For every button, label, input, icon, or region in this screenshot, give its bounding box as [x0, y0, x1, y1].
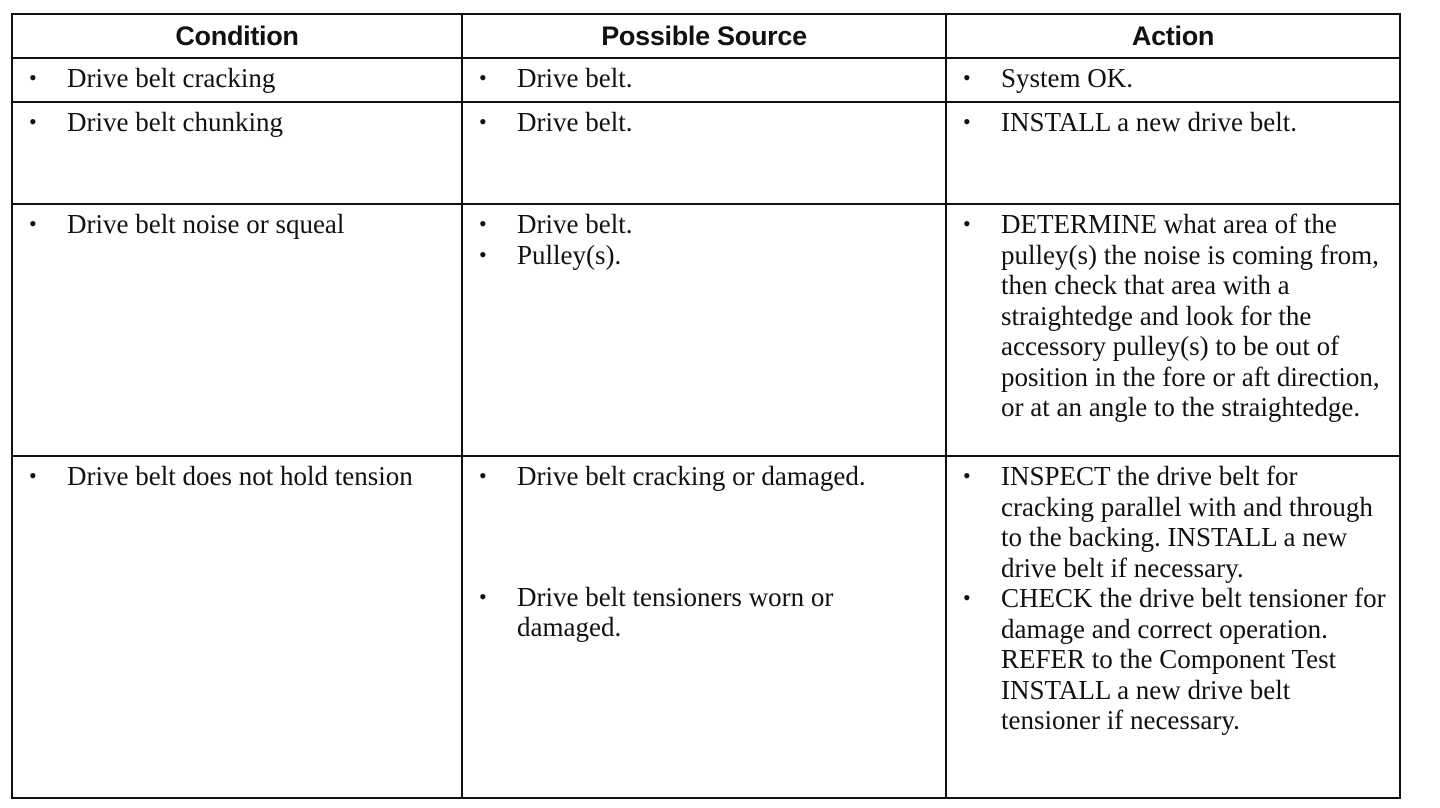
source-cell — [462, 58, 946, 102]
action-item: • System OK. — [963, 63, 1389, 94]
source-item: • Drive belt tensioners worn or damaged. — [479, 582, 935, 643]
table-row — [12, 456, 1400, 798]
diagnosis-table — [11, 13, 1401, 799]
action-cell — [946, 102, 1400, 204]
table-row — [12, 204, 1400, 456]
action-item: • INSTALL a new drive belt. — [963, 107, 1389, 138]
source-item: • Drive belt. — [479, 107, 935, 138]
table-row — [12, 102, 1400, 204]
header-condition: Condition — [12, 14, 462, 58]
source-item: • Pulley(s). — [479, 240, 935, 271]
table-row — [12, 58, 1400, 102]
header-possible-source: Possible Source — [462, 14, 946, 58]
condition-cell — [12, 456, 462, 798]
source-item: • Drive belt. — [479, 63, 935, 94]
action-item: • INSPECT the drive belt for cracking parallel with and through to the backing. INSTALL a new drive belt if necessary. — [963, 461, 1389, 583]
condition-item: • Drive belt chunking — [29, 107, 451, 138]
source-item: • Drive belt cracking or damaged. — [479, 461, 935, 492]
condition-cell — [12, 58, 462, 102]
action-cell — [946, 58, 1400, 102]
condition-cell — [12, 102, 462, 204]
action-cell — [946, 456, 1400, 798]
header-action: Action — [946, 14, 1400, 58]
source-cell — [462, 456, 946, 798]
condition-cell — [12, 204, 462, 456]
action-cell — [946, 204, 1400, 456]
condition-item: • Drive belt noise or squeal — [29, 209, 451, 240]
source-cell — [462, 102, 946, 204]
source-cell — [462, 204, 946, 456]
source-item: • Drive belt. — [479, 209, 935, 240]
condition-item: • Drive belt cracking — [29, 63, 451, 94]
condition-item: • Drive belt does not hold tension — [29, 461, 451, 492]
header-row — [12, 14, 1400, 58]
action-item: • CHECK the drive belt tensioner for damage and correct operation. REFER to the Component Test INSTALL a new drive belt tensioner if necessary. — [963, 583, 1389, 736]
action-item: • DETERMINE what area of the pulley(s) the noise is coming from, then check that area with a straightedge and look for the accessory pulley(s) to be out of position in the fore or aft direction, or at an angle to the straightedge. — [963, 209, 1389, 423]
